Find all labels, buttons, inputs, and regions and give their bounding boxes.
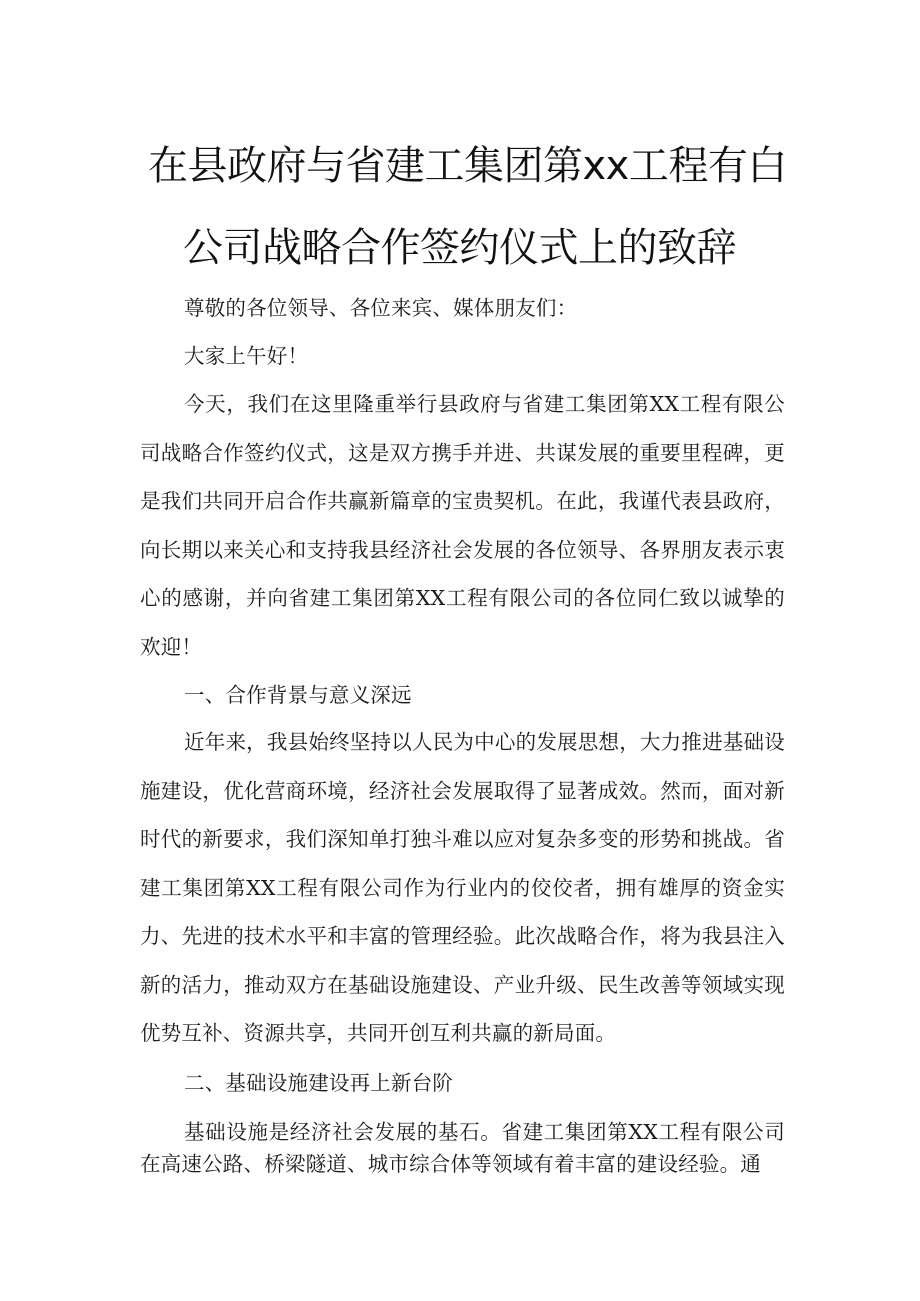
document-title-line-1: 在县政府与省建工集团第xx工程有白 [148, 143, 787, 189]
greeting: 大家上午好！ [184, 344, 309, 368]
document-title-line-2: 公司战略合作签约仪式上的致辞 [183, 225, 736, 271]
section-2-paragraph: 基础设施是经济社会发展的基石。省建工集团第XX工程有限公司在高速公路、桥梁隧道、城市综合体等领域有着丰富的建设经验。通 [140, 1120, 785, 1176]
salutation: 尊敬的各位领导、各位来宾、媒体朋友们： [184, 296, 578, 320]
intro-paragraph: 今天，我们在这里隆重举行县政府与省建工集团第XX工程有限公司战略合作签约仪式，这是双方携手并进、共谋发展的重要里程碑，更是我们共同开启合作共赢新篇章的宝贵契机。在此，我谨代表县政府，向长期以来关心和支持我县经济社会发展的各位领导、各界朋友表示衷心的感谢，并向省建工集团第XX工程有限公司的各位同仁致以诚挚的欢迎！ [140, 392, 785, 659]
section-1-heading: 一、合作背景与意义深远 [184, 683, 412, 707]
section-2-heading: 二、基础设施建设再上新台阶 [184, 1071, 454, 1095]
section-1-paragraph: 近年来，我县始终坚持以人民为中心的发展思想，大力推进基础设施建设，优化营商环境，经济社会发展取得了显著成效。然而，面对新时代的新要求，我们深知单打独斗难以应对复杂多变的形势和挑战。省建工集团第XX工程有限公司作为行业内的佼佼者，拥有雄厚的资金实力、先进的技术水平和丰富的管理经验。此次战略合作，将为我县注入新的活力，推动双方在基础设施建设、产业升级、民生改善等领域实现优势互补、资源共享，共同开创互利共赢的新局面。 [140, 730, 785, 1045]
